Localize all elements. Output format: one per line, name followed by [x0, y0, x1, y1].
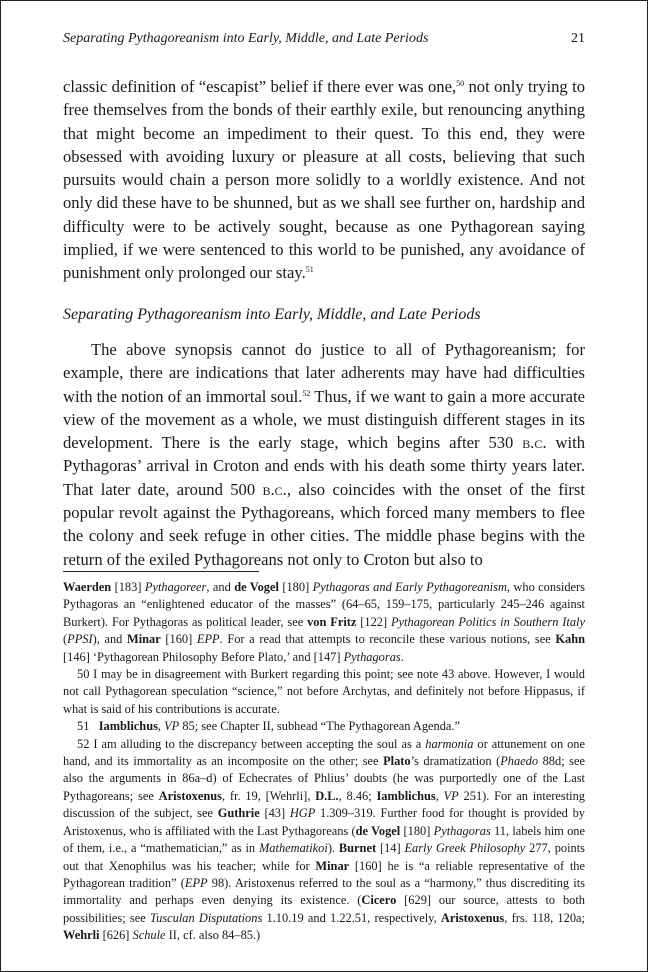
author-name: Cicero [361, 893, 397, 908]
note-text: 88d; see also the arguments in 86a–d) of Echecrates of Phlius’ doubts (he was purportedly one of the Last Pythagoreans; see [63, 754, 585, 803]
author-name: Waerden [63, 580, 112, 594]
work-title: Pythagoras and Early Pythagoreanism [312, 580, 507, 594]
body-text: Thus, if we want to gain a more accurate view of the movement as a whole, we must distinguish different stages in its development. There is the early stage, which begins after 530 [63, 386, 586, 453]
author-name: Burnet [338, 841, 377, 856]
note-text: [180] [400, 823, 434, 838]
footnote-continued [63, 579, 585, 666]
note-text: ( [63, 632, 68, 647]
work-title: EPP [184, 875, 208, 890]
note-text: , and [206, 580, 235, 594]
note-text: ’s dramatization ( [410, 754, 501, 769]
note-text: [183] [111, 580, 145, 594]
work-title: harmonia [425, 736, 474, 751]
author-name: Minar [315, 858, 350, 873]
body-text: classic definition of “escapist” belief if there ever was one, [63, 77, 457, 96]
note-text: 98). Aristoxenus referred to the soul as a “harmony,” thus discrediting its immortality and perhaps even denying its existence. ( [63, 875, 585, 908]
page-number: 21 [571, 31, 585, 46]
author-name: Minar [127, 632, 161, 647]
author-name: Aristoxenus [158, 788, 222, 803]
note-text: I may be in disagreement with Burkert regarding this point; see note 43 above. However, I would not call Pythagorean speculation “science,” not before Archytas, and definitely not before Hippasus, if what is said of his contributions is accurate. [63, 667, 585, 716]
work-title: Mathematikoi [258, 841, 328, 856]
work-title: HGP [289, 806, 316, 821]
author-name: Iamblichus [98, 719, 158, 734]
note-text: [146] ‘Pythagorean Philosophy Before Plato,’ and [147] [63, 649, 344, 664]
body-text: , also coincides with the onset of the first popular revolt against the Pythagoreans, which forced many members to flee the colony and seek refuge in other cities. The middle phase begins with the return of the exiled Pythagoreans not only to Croton but also to [63, 479, 585, 569]
footnote-number: 50 [77, 667, 90, 682]
note-text: [626] [99, 928, 133, 943]
note-text: , who considers Pythagoras an “enlightened educator of the masses” (64–65, 159–175, particularly 245–246 against Burkert). For Pythagoras as political leader, see [63, 580, 585, 629]
note-text: ), and [92, 632, 128, 647]
note-text: [160] [160, 632, 197, 647]
running-title: Separating Pythagoreanism into Early, Middle, and Late Periods [63, 31, 429, 46]
work-title: Pythagoras [343, 649, 401, 664]
footnote-number: 52 [77, 736, 90, 751]
footnote-number: 51 [77, 719, 90, 734]
note-text: II, cf. also 84–85.) [165, 928, 261, 943]
work-title: Pythagoras [433, 823, 491, 838]
body-text: not only trying to free themselves from the bonds of their earthly exile, but renouncing anything that might become an impediment to their quest. To this end, they were obsessed with avoiding luxury or pleasure at all costs, believing that such pursuits would chain a person more solidly to a worldly existence. And not only did these have to be shunned, but as we shall see further on, hardship and difficulty were to be actively sought, because as one Pythagorean saying implied, if we were sentenced to this world to be punished, any avoidance of punishment only prolonged our stay. [63, 77, 585, 283]
era-abbrev: b.c. [262, 479, 287, 499]
body-paragraph-1 [63, 75, 585, 285]
note-text: 277, points out that Xenophilus was his teacher; while for [63, 841, 586, 873]
work-title: VP [164, 719, 180, 734]
author-name: Kahn [555, 632, 585, 647]
work-title: Early Greek Philosophy [404, 841, 526, 856]
note-text: . For a read that attempts to reconcile these various notions, see [219, 632, 556, 647]
author-name: Guthrie [217, 806, 260, 821]
footnote-ref-52[interactable]: 52 [302, 388, 311, 398]
body-text: The above synopsis cannot do justice to all of Pythagoreanism; for example, there are indications that later adherents may have had difficulties with the notion of an immortal soul. [63, 340, 585, 406]
note-text: [14] [376, 841, 405, 856]
author-name: de Vogel [234, 580, 279, 594]
work-title: Tusculan Disputations [149, 910, 263, 925]
section-heading: Separating Pythagoreanism into Early, Middle, and Late Periods [63, 306, 481, 323]
work-title: Pythagoreer [144, 580, 207, 594]
work-title: VP [443, 788, 459, 803]
note-text: 1.10.19 and 1.22.51, respectively, [262, 910, 441, 925]
note-text: 251). For an interesting discussion of the subject, see [63, 788, 585, 821]
note-text: 11, labels him one of them, i.e., a “mathematician,” as in [63, 823, 585, 856]
note-text: 85; see Chapter II, subhead “The Pythagorean Agenda.” [179, 719, 461, 734]
author-name: Plato [383, 754, 411, 769]
footnote-ref-50[interactable]: 50 [456, 79, 465, 88]
footnotes [63, 579, 585, 945]
work-title: EPP [196, 632, 220, 647]
note-text: , frs. 118, 120a; [504, 910, 585, 925]
footnote-52 [63, 736, 585, 945]
note-text: [180] [278, 580, 313, 594]
author-name: Aristoxenus [440, 910, 505, 925]
note-text: [43] [259, 806, 290, 821]
note-text: or attunement on one hand, and its immortality as an incomposite on the other; see [63, 736, 586, 769]
note-text: , fr. 19, [Wehrli], [221, 788, 316, 803]
note-text: , [157, 719, 165, 734]
note-text: , [435, 788, 444, 803]
author-name: D.L. [315, 788, 339, 803]
note-text: , 8.46; [338, 788, 377, 803]
note-text: [122] [356, 614, 391, 629]
note-text: . [400, 649, 404, 664]
author-name: Wehrli [63, 928, 100, 943]
author-name: Iamblichus [376, 788, 436, 803]
footnote-ref-51[interactable]: 51 [305, 265, 314, 275]
note-text: ). [327, 841, 339, 856]
note-text: 1.309–319. Further food for thought is provided by Aristoxenus, who is affiliated with the Last Pythagoreans ( [63, 806, 585, 838]
body-paragraph-2 [63, 338, 585, 571]
footnote-divider [63, 571, 259, 572]
author-name: de Vogel [355, 823, 401, 838]
work-title: Phaedo [500, 754, 539, 769]
footnote-51 [63, 718, 585, 735]
note-text: [629] our source, attests to both possibilities; see [63, 893, 585, 925]
body-text: with Pythagoras’ arrival in Croton and ends with his death some thirty years later. That later date, around 500 [63, 433, 585, 499]
work-title: Schule [132, 928, 166, 943]
note-text: [160] he is “a reliable representative of the Pythagorean tradition” ( [63, 858, 585, 890]
era-abbrev: b.c. [522, 433, 547, 453]
note-text: I am alluding to the discrepancy between accepting the soul as a [89, 736, 426, 751]
work-title: PPSI [67, 632, 93, 647]
work-title: Pythagorean Politics in Southern Italy [390, 614, 585, 629]
running-head [63, 31, 585, 47]
author-name: von Fritz [307, 614, 357, 629]
footnote-50 [63, 666, 585, 718]
